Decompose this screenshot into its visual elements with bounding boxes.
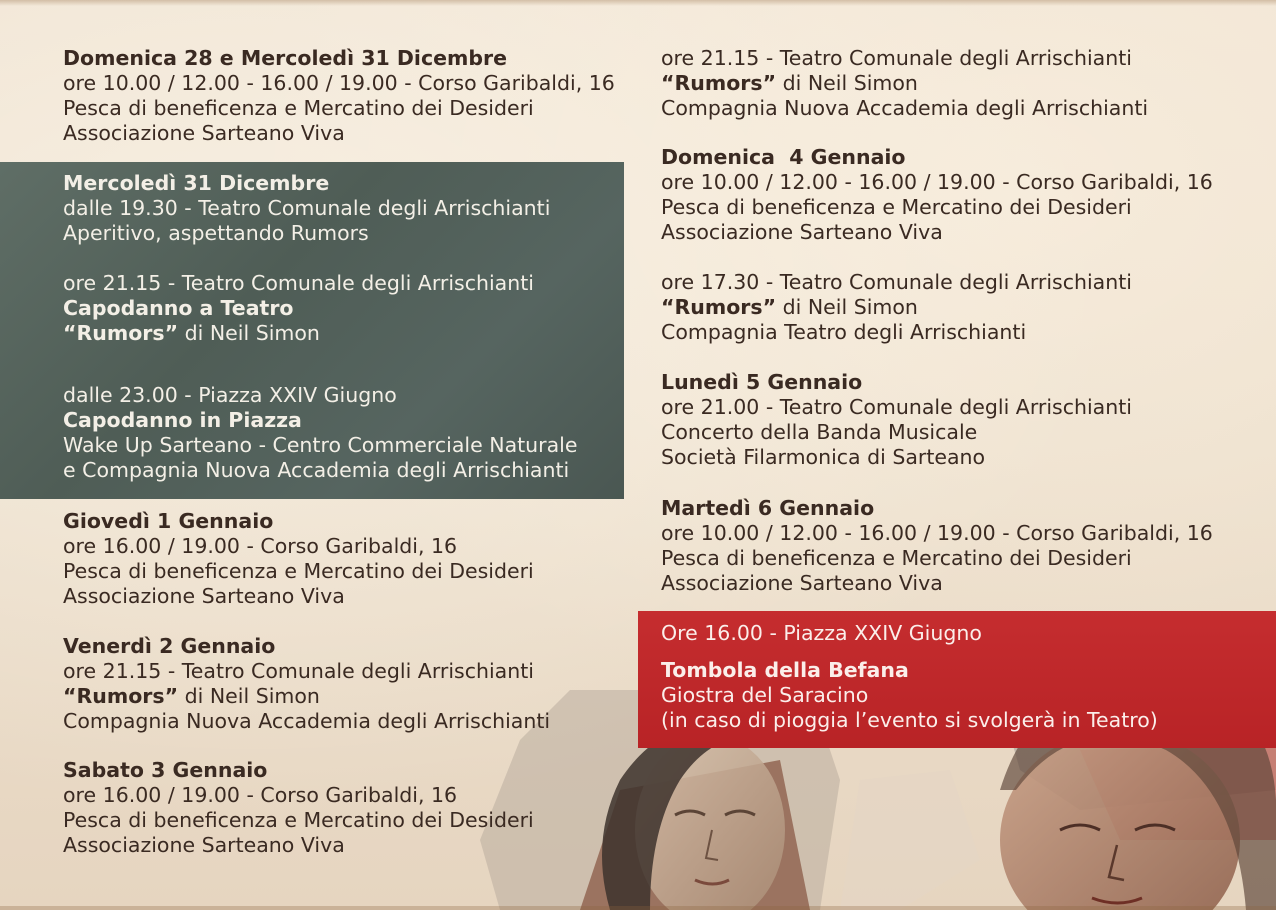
highlight-new-years-eve — [0, 162, 624, 499]
event-description: Concerto della Banda Musicale — [661, 420, 978, 444]
event-time-location: ore 21.15 - Teatro Comunale degli Arrischianti — [63, 271, 534, 295]
event-organizer: Compagnia Nuova Accademia degli Arrischianti — [661, 96, 1149, 120]
event-time-location: ore 21.00 - Teatro Comunale degli Arrischianti — [661, 395, 1132, 419]
event-organizer: Compagnia Nuova Accademia degli Arrischianti — [63, 709, 551, 733]
event-title: Capodanno a Teatro — [63, 296, 294, 320]
event-jan-3 — [63, 758, 534, 858]
event-show-line — [63, 321, 534, 346]
paper-edge-top — [0, 0, 1276, 6]
event-jan-3-rumors — [661, 46, 1148, 121]
event-time-location: ore 16.00 / 19.00 - Corso Garibaldi, 16 — [63, 783, 458, 807]
event-description: Pesca di beneficenza e Mercatino dei Desideri — [661, 546, 1132, 570]
show-title: “Rumors” — [661, 71, 777, 95]
event-organizer: Compagnia Teatro degli Arrischianti — [661, 320, 1027, 344]
event-organizer: Associazione Sarteano Viva — [63, 121, 345, 145]
event-dec-31-capodanno-teatro — [63, 271, 534, 346]
event-title: Tombola della Befana — [661, 658, 909, 682]
event-time-location: ore 10.00 / 12.00 - 16.00 / 19.00 - Corso Garibaldi, 16 — [661, 521, 1213, 545]
event-organizer: e Compagnia Nuova Accademia degli Arrischianti — [63, 458, 570, 482]
event-time-location: dalle 19.30 - Teatro Comunale degli Arrischianti — [63, 196, 551, 220]
event-jan-4 — [661, 145, 1213, 245]
event-organizer: Associazione Sarteano Viva — [63, 584, 345, 608]
paper-edge-bottom — [0, 906, 1276, 910]
event-title: Lunedì 5 Gennaio — [661, 370, 863, 394]
event-description: Giostra del Saracino — [661, 683, 869, 707]
event-title: Domenica 4 Gennaio — [661, 145, 906, 169]
event-title: Venerdì 2 Gennaio — [63, 634, 276, 658]
highlight-befana — [638, 611, 1276, 748]
event-jan-2 — [63, 634, 550, 734]
event-time-location: dalle 23.00 - Piazza XXIV Giugno — [63, 383, 397, 407]
event-description: Aperitivo, aspettando Rumors — [63, 221, 369, 245]
event-time-location: ore 21.15 - Teatro Comunale degli Arrischianti — [661, 46, 1132, 70]
event-time-location: ore 16.00 / 19.00 - Corso Garibaldi, 16 — [63, 534, 458, 558]
event-description: Pesca di beneficenza e Mercatino dei Desideri — [661, 195, 1132, 219]
event-title: Martedì 6 Gennaio — [661, 496, 875, 520]
event-jan-1 — [63, 509, 534, 609]
event-time-location: Ore 16.00 - Piazza XXIV Giugno — [661, 621, 982, 645]
event-organizer: Associazione Sarteano Viva — [63, 833, 345, 857]
event-show-line — [661, 295, 1132, 320]
event-jan-6 — [661, 496, 1213, 596]
event-title: Mercoledì 31 Dicembre — [63, 171, 330, 195]
event-jan-4-rumors — [661, 270, 1132, 345]
event-show-line — [63, 684, 550, 709]
event-time-location: ore 21.15 - Teatro Comunale degli Arrischianti — [63, 659, 534, 683]
show-title: “Rumors” — [661, 295, 777, 319]
event-title: Capodanno in Piazza — [63, 408, 302, 432]
event-organizer: Associazione Sarteano Viva — [661, 571, 943, 595]
event-jan-6-tombola — [661, 621, 1158, 733]
event-dec-28-31 — [63, 46, 615, 146]
event-title: Sabato 3 Gennaio — [63, 758, 268, 782]
event-description: Wake Up Sarteano - Centro Commerciale Naturale — [63, 433, 578, 457]
show-author: di Neil Simon — [178, 321, 320, 345]
event-description: Pesca di beneficenza e Mercatino dei Desideri — [63, 808, 534, 832]
show-author: di Neil Simon — [776, 71, 918, 95]
show-author: di Neil Simon — [178, 684, 320, 708]
event-jan-5 — [661, 370, 1132, 470]
event-description: Pesca di beneficenza e Mercatino dei Desideri — [63, 559, 534, 583]
event-time-location: ore 17.30 - Teatro Comunale degli Arrischianti — [661, 270, 1132, 294]
event-title: Domenica 28 e Mercoledì 31 Dicembre — [63, 46, 508, 70]
event-description: Pesca di beneficenza e Mercatino dei Desideri — [63, 96, 534, 120]
event-time-location: ore 10.00 / 12.00 - 16.00 / 19.00 - Corso Garibaldi, 16 — [661, 170, 1213, 194]
show-title: “Rumors” — [63, 684, 179, 708]
event-note: (in caso di pioggia l’evento si svolgerà in Teatro) — [661, 708, 1158, 732]
event-time-location: ore 10.00 / 12.00 - 16.00 / 19.00 - Corso Garibaldi, 16 — [63, 71, 615, 95]
event-organizer: Associazione Sarteano Viva — [661, 220, 943, 244]
event-dec-31-aperitivo — [63, 171, 550, 246]
show-author: di Neil Simon — [776, 295, 918, 319]
event-dec-31-capodanno-piazza — [63, 383, 577, 483]
event-organizer: Società Filarmonica di Sarteano — [661, 445, 986, 469]
event-title: Giovedì 1 Gennaio — [63, 509, 274, 533]
event-show-line — [661, 71, 1148, 96]
show-title: “Rumors” — [63, 321, 179, 345]
